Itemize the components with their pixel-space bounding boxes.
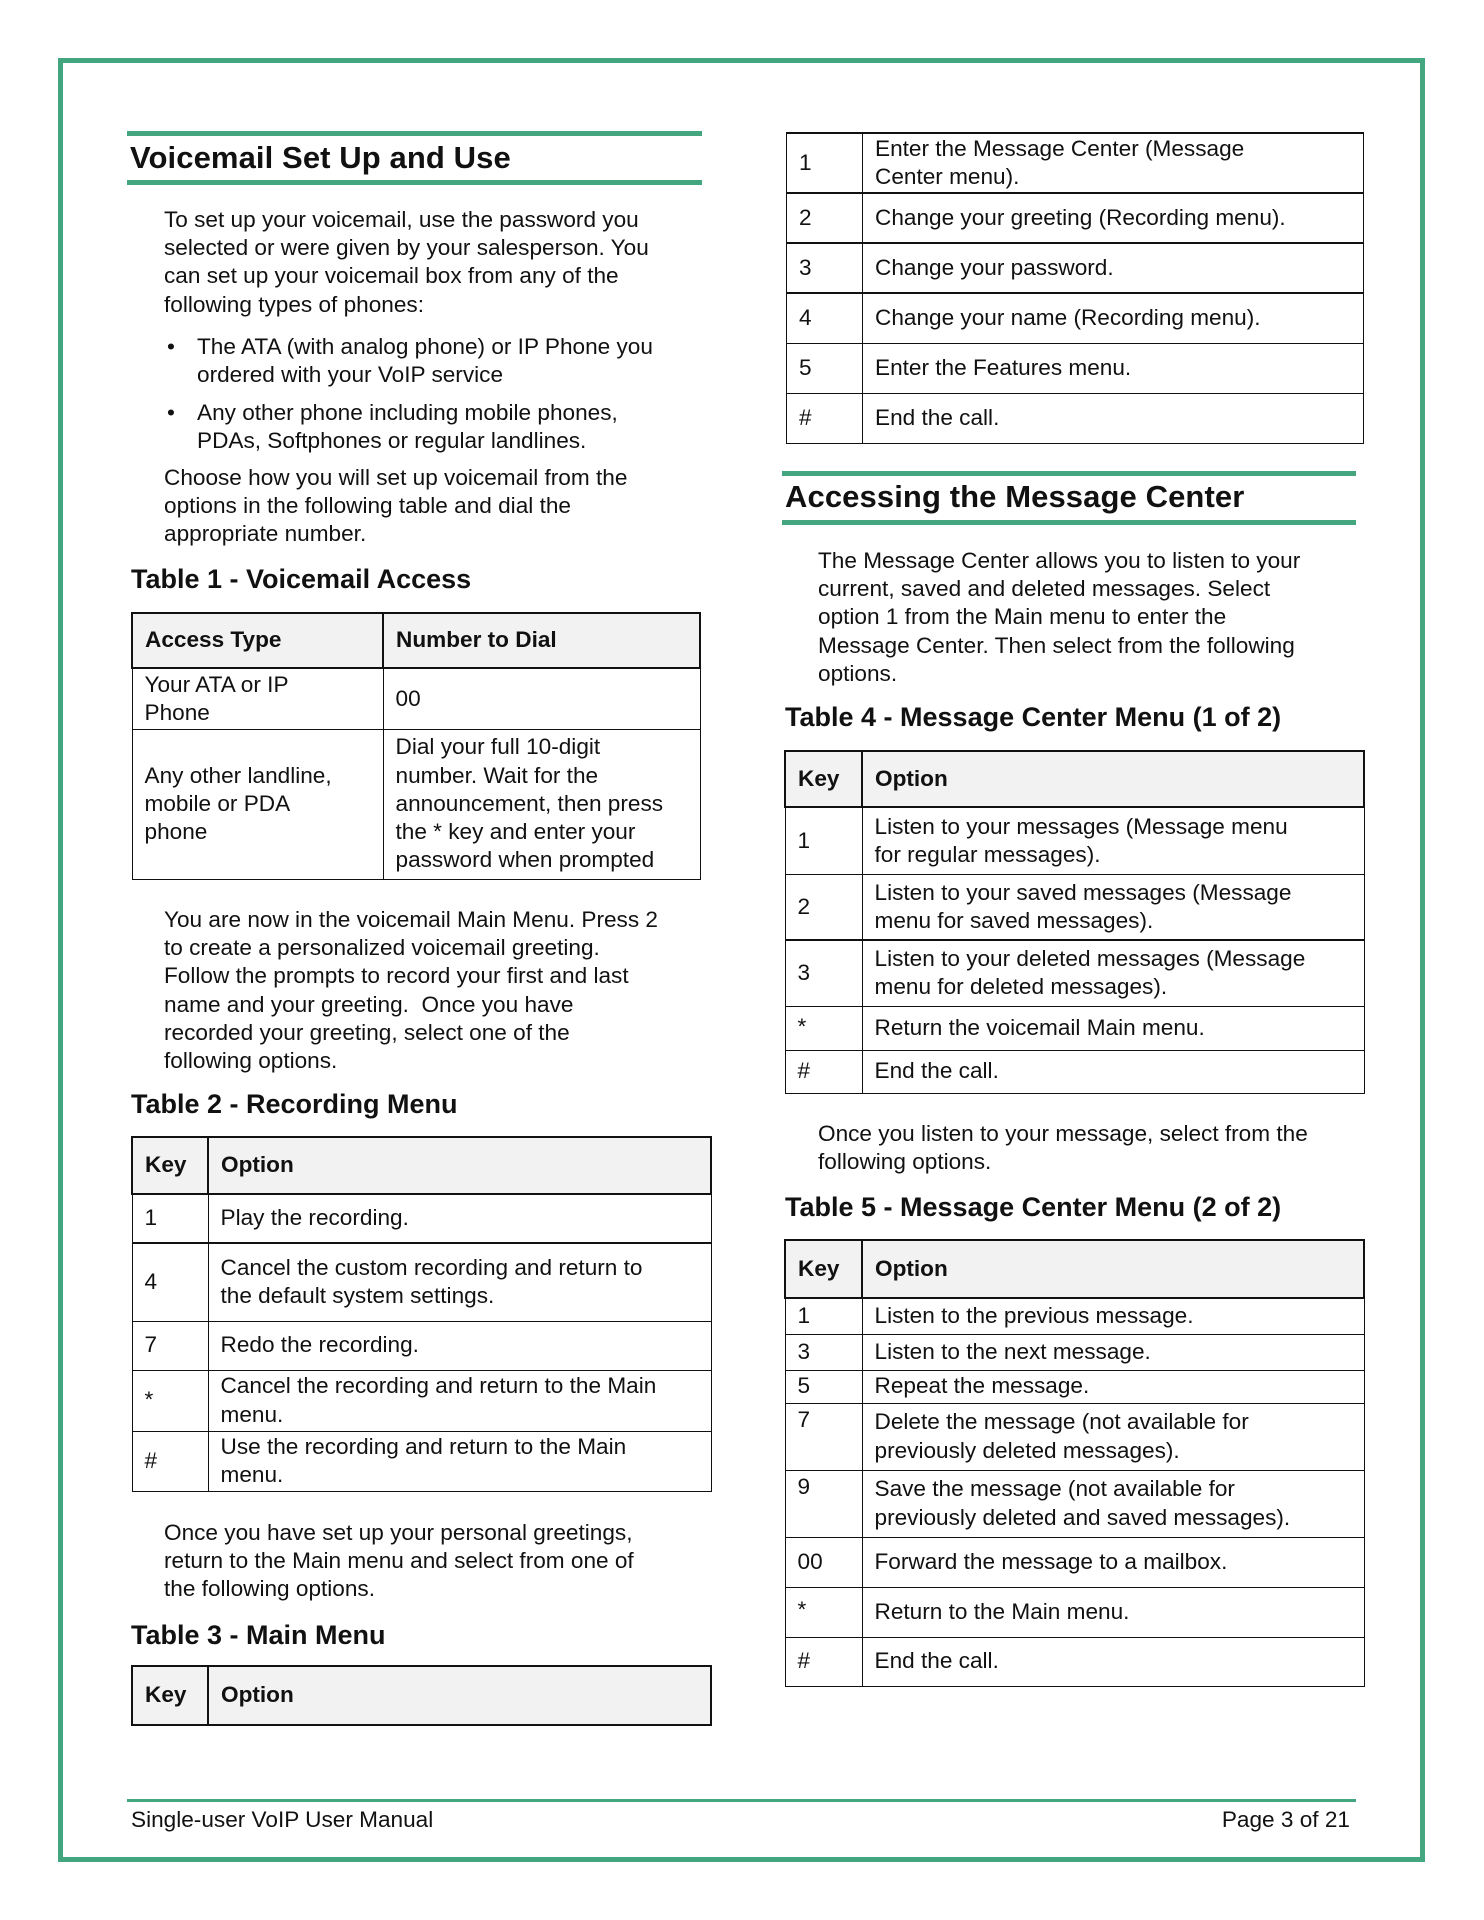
column-header: Number to Dial (383, 613, 700, 668)
table2-title: Table 2 - Recording Menu (131, 1089, 458, 1119)
table-row: 00 Forward the message to a mailbox. (785, 1537, 1364, 1587)
column-header: Access Type (132, 613, 383, 668)
table4-title: Table 4 - Message Center Menu (1 of 2) (785, 702, 1282, 732)
section-rule-top (127, 131, 702, 136)
bullet-icon: • (167, 400, 175, 425)
column-header: Option (862, 751, 1364, 807)
table-row: 5 Repeat the message. (785, 1370, 1364, 1403)
column-header: Key (132, 1666, 208, 1725)
recording-menu-table (131, 1136, 712, 1492)
column-header: Key (785, 751, 862, 807)
table-row: # End the call. (785, 1050, 1364, 1093)
table-row: * Cancel the recording and return to the Main menu. (132, 1370, 711, 1431)
table-row: # End the call. (785, 1637, 1364, 1686)
main-menu-table-continued (786, 132, 1364, 444)
voicemail-access-table (131, 612, 701, 880)
column-header: Option (862, 1240, 1364, 1298)
table-row: 1 Listen to the previous message. (785, 1298, 1364, 1334)
section-title-voicemail-setup: Voicemail Set Up and Use (130, 140, 511, 175)
message-center-menu-table-1 (784, 750, 1365, 1094)
footer-manual-title: Single-user VoIP User Manual (131, 1807, 434, 1832)
greetings-paragraph: Once you have set up your personal greetings, return to the Main menu and select from one of the following options. (164, 1520, 634, 1602)
table-row: 4 Change your name (Recording menu). (787, 293, 1364, 343)
column-header: Key (132, 1137, 208, 1194)
table-row: 2 Change your greeting (Recording menu). (787, 193, 1364, 243)
table-row: Any other landline, mobile or PDA phone Dial your full 10-digit number. Wait for the announcement, then press the * key and enter your password when prompted (132, 729, 700, 879)
section-rule-bottom (782, 520, 1356, 525)
message-center-menu-table-2 (784, 1239, 1365, 1687)
table-row: 1 Play the recording. (132, 1194, 711, 1243)
section-rule-top (782, 471, 1356, 476)
main-menu-paragraph: You are now in the voicemail Main Menu. Press 2 to create a personalized voicemail greeting. Follow the prompts to record your first and last name and your greeting. Once you have recorded your greeting, select one of the following options. (164, 907, 658, 1074)
bullet-icon: • (167, 334, 175, 359)
table-row: 1 Listen to your messages (Message menu for regular messages). (785, 807, 1364, 874)
table-row: 3 Listen to the next message. (785, 1334, 1364, 1370)
table5-title: Table 5 - Message Center Menu (2 of 2) (785, 1192, 1282, 1222)
table-row: 9 Save the message (not available for previously deleted and saved messages). (785, 1470, 1364, 1537)
table-row: 4 Cancel the custom recording and return to the default system settings. (132, 1243, 711, 1321)
table-row: 7 Delete the message (not available for previously deleted messages). (785, 1403, 1364, 1470)
table-row: 2 Listen to your saved messages (Message menu for saved messages). (785, 874, 1364, 940)
message-center-paragraph: The Message Center allows you to listen to your current, saved and deleted messages. Select option 1 from the Main menu to enter the Message Center. Then select from the following options. (818, 548, 1301, 686)
section-rule-bottom (127, 180, 702, 185)
table-row: Your ATA or IP Phone 00 (132, 668, 700, 729)
table-row: # Use the recording and return to the Main menu. (132, 1431, 711, 1491)
column-header: Key (785, 1240, 862, 1298)
footer-page-number: Page 3 of 21 (1221, 1807, 1350, 1832)
main-menu-table-header (131, 1665, 712, 1726)
table-row: 5 Enter the Features menu. (787, 343, 1364, 393)
after-listen-paragraph: Once you listen to your message, select from the following options. (818, 1121, 1308, 1175)
column-header: Option (208, 1666, 711, 1725)
choose-paragraph: Choose how you will set up voicemail from the options in the following table and dial the appropriate number. (164, 465, 628, 547)
section-title-message-center: Accessing the Message Center (785, 479, 1245, 514)
table-row: 7 Redo the recording. (132, 1321, 711, 1370)
table-row: 1 Enter the Message Center (Message Center menu). (787, 133, 1364, 193)
intro-paragraph: To set up your voicemail, use the password you selected or were given by your salesperson. You can set up your voicemail box from any of the following types of phones: (164, 207, 649, 317)
table-row: # End the call. (787, 393, 1364, 443)
table-row: * Return the voicemail Main menu. (785, 1006, 1364, 1050)
footer-rule (127, 1799, 1356, 1802)
table-row: * Return to the Main menu. (785, 1587, 1364, 1637)
table1-title: Table 1 - Voicemail Access (131, 564, 472, 594)
table-row: 3 Listen to your deleted messages (Message menu for deleted messages). (785, 940, 1364, 1006)
column-header: Option (208, 1137, 711, 1194)
table-row: 3 Change your password. (787, 243, 1364, 293)
table3-title: Table 3 - Main Menu (131, 1620, 386, 1650)
